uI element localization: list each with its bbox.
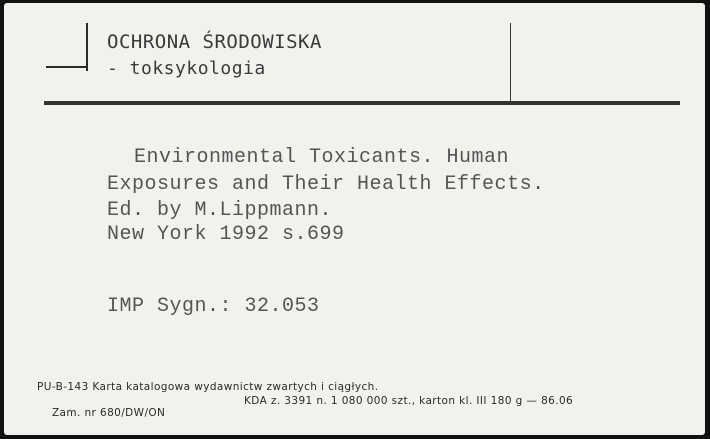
footer-order-number: Zam. nr 680/DW/ON: [51, 407, 166, 419]
editor-line: Ed. by M.Lippmann.: [107, 199, 333, 222]
call-number: IMP Sygn.: 32.053: [107, 295, 320, 318]
catalog-card: [4, 3, 705, 435]
title-line-2: Exposures and Their Health Effects.: [107, 173, 545, 196]
title-line-1: Environmental Toxicants. Human: [134, 146, 510, 169]
left-horizontal-tick: [46, 66, 86, 68]
footer-form-line: PU-B-143 Karta katalogowa wydawnictw zwartych i ciągłych.: [37, 381, 379, 393]
publication-line: New York 1992 s.699: [107, 223, 345, 246]
subject-heading: OCHRONA ŚRODOWISKA: [107, 31, 322, 53]
header-divider: [44, 101, 680, 105]
right-vertical-rule: [510, 23, 511, 101]
subject-subheading: - toksykologia: [107, 58, 266, 79]
footer-print-details: KDA z. 3391 n. 1 080 000 szt., karton kl. III 180 g — 86.06: [244, 395, 574, 407]
footer-print-line: [37, 395, 574, 435]
left-vertical-rule: [86, 23, 88, 71]
